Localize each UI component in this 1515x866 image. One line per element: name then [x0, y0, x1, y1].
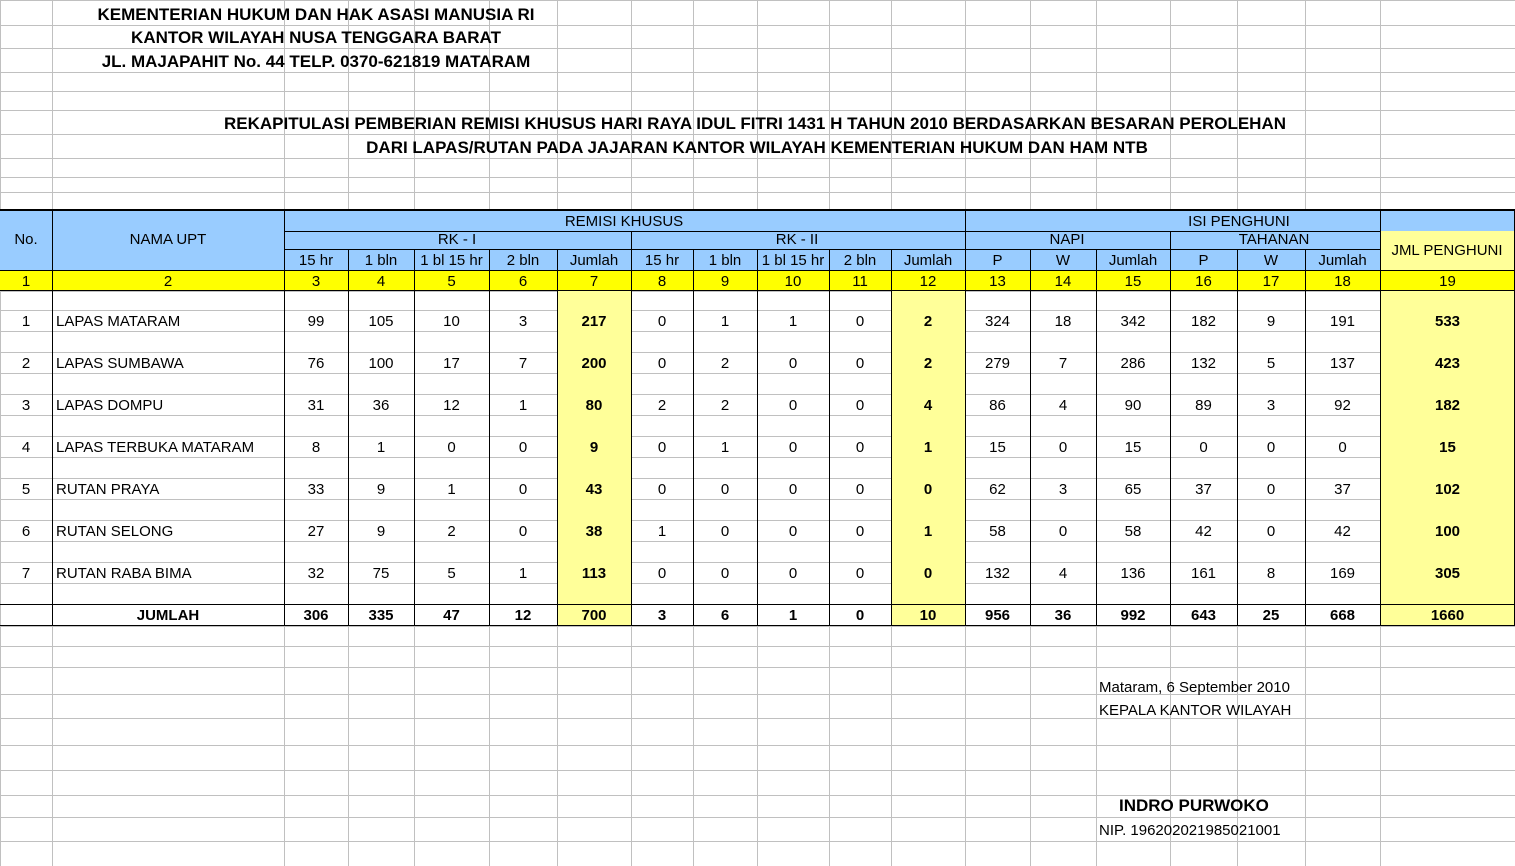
table-cell: 6 — [21, 523, 31, 540]
ministry-name: KEMENTERIAN HUKUM DAN HAK ASASI MANUSIA RI — [97, 5, 535, 24]
table-cell: 80 — [585, 397, 603, 414]
sub-header-cell: W — [1055, 252, 1071, 269]
table-cell: 65 — [1124, 481, 1142, 498]
column-number-cell: 2 — [163, 273, 173, 290]
total-cell: 25 — [1262, 607, 1280, 624]
header-rk2: RK - II — [775, 231, 819, 248]
table-cell: 0 — [657, 313, 667, 330]
table-cell: 0 — [657, 565, 667, 582]
table-cell: 43 — [585, 481, 603, 498]
sub-header-cell: 15 hr — [298, 252, 334, 269]
total-cell: 1 — [788, 607, 798, 624]
table-cell: 132 — [984, 565, 1011, 582]
header-rk1: RK - I — [437, 231, 477, 248]
table-cell: 76 — [307, 355, 325, 372]
table-column-border — [1237, 249, 1238, 626]
table-cell: 0 — [855, 313, 865, 330]
header-no: No. — [14, 231, 38, 248]
table-cell: 136 — [1120, 565, 1146, 582]
table-cell: 0 — [855, 397, 865, 414]
table-cell: 161 — [1190, 565, 1217, 582]
table-column-border — [414, 249, 415, 626]
column-number-cell: 7 — [589, 273, 599, 290]
table-cell: 37 — [1334, 481, 1351, 498]
table-column-border — [1380, 210, 1381, 626]
table-cell: 0 — [1199, 439, 1208, 456]
column-number-cell: 14 — [1054, 273, 1072, 290]
signatory-name: INDRO PURWOKO — [1119, 796, 1269, 815]
table-cell: 324 — [984, 313, 1011, 330]
table-cell: 1 — [518, 397, 528, 414]
table-cell: 0 — [788, 397, 798, 414]
sub-header-cell: Jumlah — [569, 252, 619, 269]
table-cell: 2 — [21, 355, 31, 372]
table-cell: 105 — [368, 313, 394, 330]
table-cell: 17 — [443, 355, 460, 372]
total-cell: 700 — [581, 607, 607, 624]
column-number-cell: 3 — [311, 273, 321, 290]
sub-header-cell: Jumlah — [903, 252, 953, 269]
table-cell: 38 — [585, 523, 603, 540]
table-cell: 0 — [1058, 439, 1068, 456]
table-cell: 1 — [376, 439, 386, 456]
table-column-border — [1305, 249, 1306, 626]
table-cell: 7 — [518, 355, 528, 372]
total-cell: 992 — [1120, 607, 1146, 624]
table-top-border — [0, 209, 1515, 211]
table-cell: 137 — [1329, 355, 1356, 372]
table-cell: 8 — [1266, 565, 1276, 582]
column-number-cell: 1 — [21, 273, 31, 290]
total-cell: 1660 — [1430, 607, 1465, 624]
table-cell: 18 — [1054, 313, 1072, 330]
table-cell: 2 — [720, 397, 730, 414]
table-cell: 217 — [581, 313, 607, 330]
upt-name-cell: RUTAN RABA BIMA — [56, 565, 192, 582]
table-cell: 102 — [1434, 481, 1461, 498]
table-cell: 0 — [1058, 523, 1068, 540]
sub-header-cell: P — [1198, 252, 1209, 269]
table-column-border — [757, 249, 758, 626]
table-cell: 4 — [923, 397, 933, 414]
table-cell: 2 — [657, 397, 667, 414]
header-tahanan: TAHANAN — [1238, 231, 1310, 248]
table-cell: 58 — [989, 523, 1006, 540]
upt-name-cell: LAPAS DOMPU — [56, 397, 164, 414]
table-cell: 533 — [1434, 313, 1461, 330]
table-cell: 0 — [1266, 481, 1276, 498]
regional-office-name: KANTOR WILAYAH NUSA TENGGARA BARAT — [131, 28, 501, 47]
total-cell: 36 — [1054, 607, 1072, 624]
signatory-nip: NIP. 196202021985021001 — [1099, 822, 1281, 839]
table-cell: 0 — [720, 481, 730, 498]
table-cell: 12 — [443, 397, 460, 414]
table-cell: 27 — [307, 523, 325, 540]
header-jml-penghuni: JML PENGHUNI — [1391, 242, 1503, 259]
table-cell: 1 — [720, 439, 730, 456]
sub-header-cell: Jumlah — [1318, 252, 1367, 269]
table-cell: 0 — [1338, 439, 1347, 456]
table-cell: 15 — [1439, 439, 1456, 456]
table-cell: 0 — [518, 439, 528, 456]
total-cell: 668 — [1329, 607, 1356, 624]
table-cell: 0 — [788, 439, 798, 456]
column-number-cell: 18 — [1334, 273, 1351, 290]
table-cell: 0 — [657, 439, 667, 456]
table-cell: 279 — [984, 355, 1011, 372]
table-column-border — [891, 249, 892, 626]
table-cell: 100 — [1434, 523, 1461, 540]
upt-name-cell: LAPAS SUMBAWA — [56, 355, 184, 372]
column-number-cell: 6 — [518, 273, 528, 290]
office-address: JL. MAJAPAHIT No. 44 TELP. 0370-621819 MATARAM — [101, 52, 531, 71]
table-column-border — [631, 231, 632, 626]
table-cell: 8 — [311, 439, 321, 456]
table-cell: 0 — [1266, 439, 1276, 456]
table-cell: 0 — [657, 355, 667, 372]
place-and-date: Mataram, 6 September 2010 — [1099, 679, 1290, 696]
table-cell: 58 — [1124, 523, 1142, 540]
table-cell: 0 — [788, 355, 798, 372]
table-cell: 62 — [989, 481, 1006, 498]
table-cell: 2 — [720, 355, 730, 372]
table-cell: 1 — [923, 523, 933, 540]
total-cell: 47 — [443, 607, 460, 624]
sub-header-cell: 1 bl 15 hr — [761, 252, 825, 269]
table-column-border — [1170, 231, 1171, 626]
table-cell: 32 — [307, 565, 325, 582]
upt-name-cell: LAPAS MATARAM — [56, 313, 181, 330]
column-number-cell: 11 — [852, 273, 868, 290]
table-cell: 3 — [21, 397, 31, 414]
signatory-position: KEPALA KANTOR WILAYAH — [1099, 702, 1292, 719]
table-cell: 4 — [1058, 397, 1068, 414]
table-column-border — [1096, 249, 1097, 626]
table-cell: 0 — [788, 523, 798, 540]
table-cell: 2 — [447, 523, 456, 540]
table-cell: 9 — [589, 439, 599, 456]
table-column-border — [489, 249, 490, 626]
sub-header-cell: P — [992, 252, 1003, 269]
table-cell: 5 — [21, 481, 31, 498]
table-column-border — [557, 249, 558, 626]
table-cell: 92 — [1334, 397, 1351, 414]
table-cell: 1 — [788, 313, 798, 330]
table-cell: 0 — [518, 523, 528, 540]
table-cell: 75 — [372, 565, 390, 582]
table-cell: 0 — [855, 355, 865, 372]
sub-header-cell: 1 bl 15 hr — [420, 252, 483, 269]
table-cell: 113 — [581, 565, 607, 582]
table-cell: 169 — [1329, 565, 1356, 582]
table-cell: 423 — [1434, 355, 1461, 372]
upt-name-cell: RUTAN SELONG — [56, 523, 174, 540]
table-cell: 9 — [1266, 313, 1276, 330]
table-cell: 1 — [21, 313, 31, 330]
table-cell: 0 — [720, 523, 730, 540]
column-number-cell: 13 — [989, 273, 1006, 290]
column-number-cell: 17 — [1262, 273, 1280, 290]
table-cell: 2 — [923, 355, 933, 372]
table-column-border — [693, 249, 694, 626]
table-cell: 7 — [1058, 355, 1068, 372]
total-cell: 0 — [855, 607, 865, 624]
table-cell: 90 — [1124, 397, 1142, 414]
table-cell: 15 — [1124, 439, 1142, 456]
table-column-border — [829, 249, 830, 626]
table-cell: 10 — [443, 313, 460, 330]
table-cell: 132 — [1190, 355, 1217, 372]
table-cell: 2 — [923, 313, 933, 330]
total-cell: 335 — [368, 607, 394, 624]
table-cell: 100 — [368, 355, 394, 372]
header-isi-penghuni: ISI PENGHUNI — [1188, 213, 1290, 230]
table-cell: 342 — [1120, 313, 1146, 330]
table-cell: 3 — [1058, 481, 1068, 498]
table-cell: 1 — [657, 523, 667, 540]
table-cell: 4 — [1058, 565, 1068, 582]
total-cell: 12 — [514, 607, 532, 624]
table-cell: 37 — [1195, 481, 1212, 498]
sub-header-cell: 1 bln — [364, 252, 398, 269]
table-cell: 0 — [855, 523, 865, 540]
header-remisi-khusus: REMISI KHUSUS — [564, 213, 684, 230]
total-cell: 3 — [657, 607, 667, 624]
table-cell: 0 — [720, 565, 730, 582]
table-cell: 0 — [855, 481, 865, 498]
column-number-cell: 9 — [720, 273, 730, 290]
column-number-cell: 16 — [1195, 273, 1212, 290]
report-title-line2: DARI LAPAS/RUTAN PADA JAJARAN KANTOR WILAYAH KEMENTERIAN HUKUM DAN HAM NTB — [366, 138, 1148, 157]
total-cell: 306 — [303, 607, 329, 624]
table-cell: 182 — [1190, 313, 1217, 330]
table-column-border — [965, 210, 966, 626]
table-cell: 42 — [1334, 523, 1351, 540]
table-cell: 31 — [307, 397, 325, 414]
table-cell: 0 — [447, 439, 456, 456]
total-cell: 643 — [1190, 607, 1217, 624]
header-napi: NAPI — [1049, 231, 1085, 248]
table-column-border — [348, 249, 349, 626]
table-cell: 0 — [923, 565, 933, 582]
column-number-cell: 15 — [1124, 273, 1142, 290]
table-cell: 33 — [307, 481, 325, 498]
table-cell: 99 — [307, 313, 325, 330]
table-cell: 305 — [1434, 565, 1461, 582]
table-cell: 4 — [21, 439, 31, 456]
table-cell: 36 — [372, 397, 390, 414]
table-cell: 15 — [989, 439, 1006, 456]
upt-name-cell: RUTAN PRAYA — [56, 481, 160, 498]
sub-header-cell: 2 bln — [506, 252, 540, 269]
sub-header-cell: Jumlah — [1108, 252, 1158, 269]
total-cell: 956 — [984, 607, 1011, 624]
table-cell: 42 — [1195, 523, 1212, 540]
table-column-border — [52, 210, 53, 626]
table-cell: 5 — [1266, 355, 1276, 372]
table-cell: 182 — [1434, 397, 1461, 414]
table-cell: 5 — [447, 565, 456, 582]
table-cell: 3 — [1266, 397, 1276, 414]
table-cell: 9 — [376, 523, 386, 540]
table-cell: 1 — [447, 481, 456, 498]
header-nama-upt: NAMA UPT — [129, 231, 207, 248]
table-cell: 200 — [581, 355, 607, 372]
table-cell: 86 — [989, 397, 1006, 414]
table-cell: 0 — [788, 481, 798, 498]
table-cell: 0 — [1266, 523, 1276, 540]
table-cell: 0 — [855, 565, 865, 582]
sub-header-cell: 15 hr — [644, 252, 680, 269]
column-number-cell: 5 — [447, 273, 456, 290]
table-cell: 0 — [923, 481, 933, 498]
column-number-cell: 19 — [1439, 273, 1456, 290]
table-cell: 89 — [1195, 397, 1212, 414]
upt-name-cell: LAPAS TERBUKA MATARAM — [56, 439, 255, 456]
table-cell: 0 — [657, 481, 667, 498]
column-number-cell: 8 — [657, 273, 667, 290]
sub-header-cell: 1 bln — [708, 252, 742, 269]
total-label: JUMLAH — [136, 607, 200, 624]
column-number-cell: 4 — [376, 273, 386, 290]
table-column-border — [1030, 249, 1031, 626]
table-cell: 9 — [376, 481, 386, 498]
total-cell: 6 — [720, 607, 730, 624]
table-cell: 1 — [923, 439, 933, 456]
report-title-line1: REKAPITULASI PEMBERIAN REMISI KHUSUS HARI RAYA IDUL FITRI 1431 H TAHUN 2010 BERDASARKAN BESARAN PEROLEHAN — [223, 114, 1287, 133]
table-cell: 286 — [1120, 355, 1146, 372]
table-cell: 7 — [21, 565, 31, 582]
column-number-cell: 12 — [919, 273, 937, 290]
table-cell: 0 — [855, 439, 865, 456]
table-cell: 191 — [1329, 313, 1356, 330]
table-cell: 0 — [518, 481, 528, 498]
sub-header-cell: W — [1263, 252, 1279, 269]
table-cell: 1 — [518, 565, 528, 582]
column-number-cell: 10 — [784, 273, 802, 290]
sub-header-cell: 2 bln — [843, 252, 877, 269]
table-cell: 3 — [518, 313, 528, 330]
table-cell: 1 — [720, 313, 730, 330]
total-cell: 10 — [919, 607, 937, 624]
table-cell: 0 — [788, 565, 798, 582]
table-column-border — [284, 210, 285, 626]
header-row2-border — [284, 249, 1380, 250]
